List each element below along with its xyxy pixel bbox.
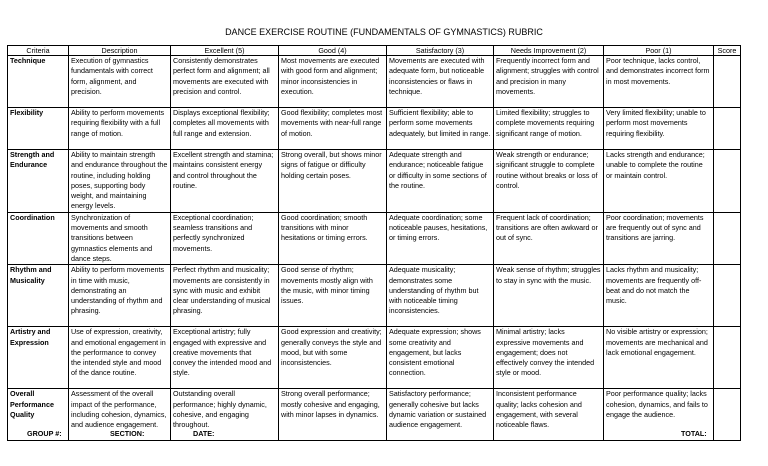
excellent-cell: Exceptional artistry; fully engaged with expressive and creative movements that convey the intended mood and style. xyxy=(171,327,279,389)
header-needs-improvement: Needs Improvement (2) xyxy=(494,46,604,56)
header-poor: Poor (1) xyxy=(604,46,714,56)
satisfactory-cell: Sufficient flexibility; able to perform some movements adequately, but limited in range. xyxy=(387,108,494,150)
needs-improvement-cell: Weak strength or endurance; significant struggle to complete routine without breaks or loss of control. xyxy=(494,150,604,213)
excellent-cell: Outstanding overall performance; highly dynamic, cohesive, and engaging throughout. xyxy=(171,389,279,441)
table-row xyxy=(8,265,741,327)
criteria-cell: Flexibility xyxy=(8,108,69,150)
excellent-cell: Exceptional coordination; seamless transitions and perfectly synchronized movements. xyxy=(171,212,279,264)
poor-cell: Lacks strength and endurance; unable to complete the routine or maintain control. xyxy=(604,150,714,213)
needs-improvement-cell: Frequently incorrect form and alignment; struggles with control and precision in many movements. xyxy=(494,56,604,108)
good-cell: Good flexibility; completes most movements with near-full range of motion. xyxy=(279,108,387,150)
criteria-cell: Coordination xyxy=(8,212,69,264)
excellent-cell: Perfect rhythm and musicality; movements are consistently in sync with music and exhibit clear understanding of musical phrasing. xyxy=(171,265,279,327)
score-cell[interactable] xyxy=(714,56,741,108)
satisfactory-cell: Satisfactory performance; generally cohesive but lacks dynamic variation or sustained audience engagement. xyxy=(387,389,494,441)
description-cell: Ability to perform movements requiring flexibility with a full range of motion. xyxy=(69,108,171,150)
header-criteria: Criteria xyxy=(8,46,69,56)
good-cell: Strong overall, but shows minor signs of fatigue or difficulty holding certain poses. xyxy=(279,150,387,213)
description-cell: Assessment of the overall impact of the performance, including cohesion, dynamics, and audience engagement. xyxy=(69,389,171,441)
table-row xyxy=(8,108,741,150)
criteria-cell: Technique xyxy=(8,56,69,108)
total-label: TOTAL: xyxy=(681,429,707,438)
satisfactory-cell: Adequate expression; shows some creativity and engagement, but lacks consistent emotional connection. xyxy=(387,327,494,389)
poor-cell: No visible artistry or expression; movements are mechanical and lack emotional engagement. xyxy=(604,327,714,389)
score-cell[interactable] xyxy=(714,327,741,389)
description-cell: Execution of gymnastics fundamentals with correct form, alignment, and precision. xyxy=(69,56,171,108)
footer-fields xyxy=(0,429,768,441)
excellent-cell: Displays exceptional flexibility; completes all movements with full range and extension. xyxy=(171,108,279,150)
date-label: DATE: xyxy=(193,429,215,438)
satisfactory-cell: Adequate strength and endurance; noticeable fatigue or difficulty in some sections of the routine. xyxy=(387,150,494,213)
score-cell[interactable] xyxy=(714,150,741,213)
good-cell: Strong overall performance; mostly cohesive and engaging, with minor lapses in dynamics. xyxy=(279,389,387,441)
needs-improvement-cell: Inconsistent performance quality; lacks cohesion and engagement, with several noticeable flaws. xyxy=(494,389,604,441)
needs-improvement-cell: Limited flexibility; struggles to complete movements requiring significant range of motion. xyxy=(494,108,604,150)
header-row xyxy=(8,46,741,56)
excellent-cell: Excellent strength and stamina; maintains consistent energy and control throughout the routine. xyxy=(171,150,279,213)
header-description: Description xyxy=(69,46,171,56)
score-cell[interactable] xyxy=(714,108,741,150)
score-cell[interactable] xyxy=(714,265,741,327)
section-label: SECTION: xyxy=(110,429,145,438)
poor-cell: Very limited flexibility; unable to perform most movements requiring flexibility. xyxy=(604,108,714,150)
criteria-cell: Strength and Endurance xyxy=(8,150,69,213)
header-satisfactory: Satisfactory (3) xyxy=(387,46,494,56)
table-row xyxy=(8,327,741,389)
good-cell: Good sense of rhythm; movements mostly align with the music, with minor timing issues. xyxy=(279,265,387,327)
good-cell: Most movements are executed with good form and alignment; minor inconsistencies in execution. xyxy=(279,56,387,108)
satisfactory-cell: Movements are executed with adequate form, but noticeable inconsistencies or flaws in technique. xyxy=(387,56,494,108)
satisfactory-cell: Adequate coordination; some noticeable pauses, hesitations, or timing errors. xyxy=(387,212,494,264)
description-cell: Use of expression, creativity, and emotional engagement in the performance to convey the intended style and mood of the dance routine. xyxy=(69,327,171,389)
good-cell: Good coordination; smooth transitions with minor hesitations or timing errors. xyxy=(279,212,387,264)
header-excellent: Excellent (5) xyxy=(171,46,279,56)
header-score: Score xyxy=(714,46,741,56)
description-cell: Ability to maintain strength and endurance throughout the routine, including holding poses, supporting body weight, and maintaining energy levels. xyxy=(69,150,171,213)
header-good: Good (4) xyxy=(279,46,387,56)
table-row xyxy=(8,150,741,213)
good-cell: Good expression and creativity; generally conveys the style and mood, but with some inconsistencies. xyxy=(279,327,387,389)
poor-cell: Poor technique, lacks control, and demonstrates incorrect form in most movements. xyxy=(604,56,714,108)
needs-improvement-cell: Minimal artistry; lacks expressive movements and engagement; does not effectively convey the intended style or mood. xyxy=(494,327,604,389)
description-cell: Synchronization of movements and smooth transitions between gymnastics elements and dance steps. xyxy=(69,212,171,264)
criteria-cell: Overall Performance Quality xyxy=(8,389,69,441)
group-number-label: GROUP #: xyxy=(27,429,62,438)
poor-cell: Poor performance quality; lacks cohesion, dynamics, and fails to engage the audience. xyxy=(604,389,714,441)
table-row xyxy=(8,56,741,108)
rubric-table xyxy=(7,45,741,441)
satisfactory-cell: Adequate musicality; demonstrates some understanding of rhythm but with noticeable timing inconsistencies. xyxy=(387,265,494,327)
criteria-cell: Artistry and Expression xyxy=(8,327,69,389)
needs-improvement-cell: Weak sense of rhythm; struggles to stay in sync with the music. xyxy=(494,265,604,327)
description-cell: Ability to perform movements in time with music, demonstrating an understanding of rhythm and phrasing. xyxy=(69,265,171,327)
page-title: DANCE EXERCISE ROUTINE (FUNDAMENTALS OF GYMNASTICS) RUBRIC xyxy=(225,27,543,37)
needs-improvement-cell: Frequent lack of coordination; transitions are often awkward or out of sync. xyxy=(494,212,604,264)
poor-cell: Lacks rhythm and musicality; movements are frequently off-beat and do not match the music. xyxy=(604,265,714,327)
excellent-cell: Consistently demonstrates perfect form and alignment; all movements are executed with precision and control. xyxy=(171,56,279,108)
table-row xyxy=(8,212,741,264)
score-cell[interactable] xyxy=(714,212,741,264)
poor-cell: Poor coordination; movements are frequently out of sync and transitions are jarring. xyxy=(604,212,714,264)
criteria-cell: Rhythm and Musicality xyxy=(8,265,69,327)
